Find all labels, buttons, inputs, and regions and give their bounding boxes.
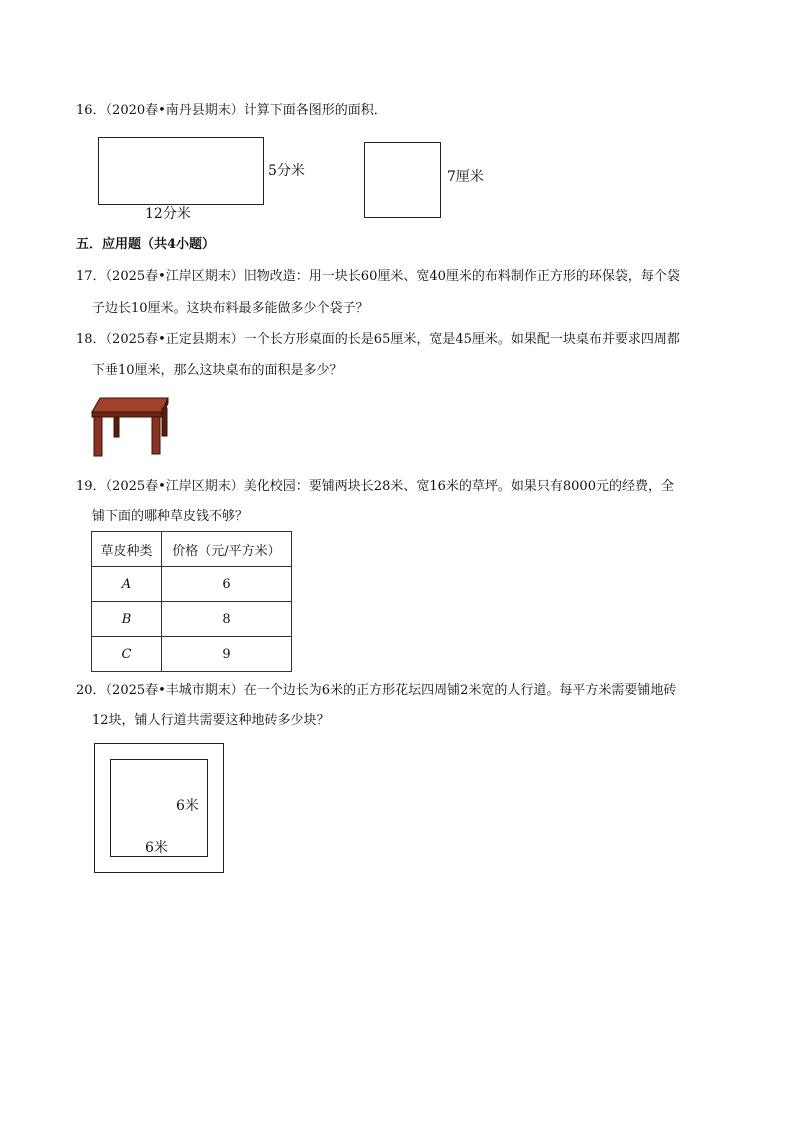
q16-rectangle bbox=[98, 137, 264, 205]
table-row bbox=[92, 567, 292, 602]
cell-price: 6 bbox=[162, 567, 292, 602]
q18-line2: 下垂10厘米，那么这块桌布的面积是多少？ bbox=[92, 363, 343, 378]
cell-price: 8 bbox=[162, 602, 292, 637]
header-type: 草皮种类 bbox=[92, 532, 162, 567]
table-image bbox=[90, 394, 170, 458]
q17-line1: 17．（2025春•江岸区期末）旧物改造：用一块长60厘米、宽40厘米的布料制作正方形的环保袋，每个袋 bbox=[76, 269, 680, 284]
cell-type: C bbox=[92, 637, 162, 672]
table-row bbox=[92, 602, 292, 637]
grass-price-table bbox=[91, 531, 292, 672]
q20-line2: 12块，铺人行道共需要这种地砖多少块？ bbox=[92, 713, 330, 728]
q16-square bbox=[364, 142, 441, 218]
q16-rect-bottom-label: 12分米 bbox=[145, 206, 191, 222]
q20-line1: 20．（2025春•丰城市期末）在一个边长为6米的正方形花坛四周铺2米宽的人行道。每平方米需要铺地砖 bbox=[76, 683, 677, 698]
table-header-row bbox=[92, 532, 292, 567]
q16-text: 16．（2020春•南丹县期末）计算下面各图形的面积． bbox=[76, 103, 387, 118]
q19-line2: 铺下面的哪种草皮钱不够？ bbox=[92, 509, 249, 524]
q20-side-label: 6米 bbox=[176, 798, 199, 814]
q16-rect-side-label: 5分米 bbox=[268, 163, 305, 179]
section-heading: 五．应用题（共4小题） bbox=[76, 237, 216, 252]
q18-line1: 18．（2025春•正定县期末）一个长方形桌面的长是65厘米，宽是45厘米。如果配一块桌布并要求四周都 bbox=[76, 332, 680, 347]
q20-bottom-label: 6米 bbox=[145, 840, 168, 856]
q19-line1: 19．（2025春•江岸区期末）美化校园：要铺两块长28米、宽16米的草坪。如果只有8000元的经费，全 bbox=[76, 479, 674, 494]
cell-price: 9 bbox=[162, 637, 292, 672]
q16-square-label: 7厘米 bbox=[447, 169, 484, 185]
table-row bbox=[92, 637, 292, 672]
cell-type: B bbox=[92, 602, 162, 637]
cell-type: A bbox=[92, 567, 162, 602]
q17-line2: 子边长10厘米。这块布料最多能做多少个袋子？ bbox=[92, 301, 369, 316]
header-price: 价格（元/平方米） bbox=[162, 532, 292, 567]
